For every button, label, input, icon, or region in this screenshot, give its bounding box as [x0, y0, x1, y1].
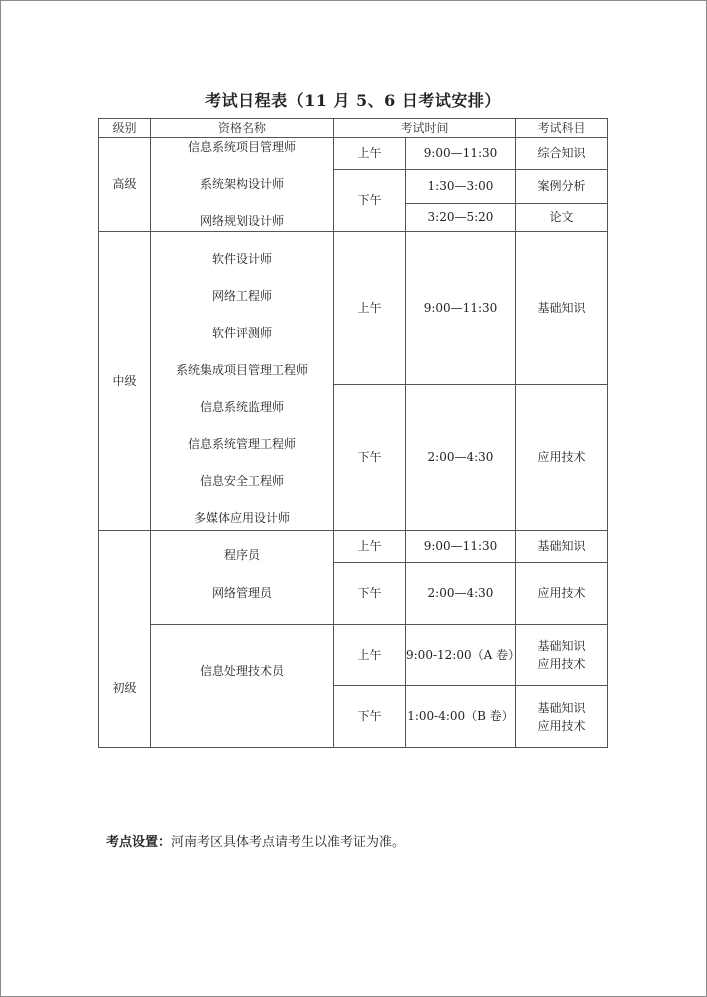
- header-time: 考试时间: [334, 119, 516, 138]
- header-subject: 考试科目: [516, 119, 608, 138]
- subject-line: 基础知识: [537, 639, 586, 653]
- junior-group2-names-cell: [151, 625, 334, 748]
- subject-cell: [516, 686, 608, 748]
- period-cell: 下午: [334, 563, 406, 625]
- level-intermediate-label: 中级: [112, 373, 137, 388]
- subject-line: 基础知识: [537, 700, 586, 715]
- subject-cell: 论文: [516, 204, 608, 232]
- level-junior-label: 初级: [112, 680, 137, 695]
- qualification-name: 软件评测师: [211, 326, 272, 340]
- subject-cell: 综合知识: [516, 138, 608, 170]
- subject-cell: 基础知识: [516, 531, 608, 563]
- time-cell: 9:00—11:30: [406, 232, 516, 385]
- subject-cell: 应用技术: [516, 385, 608, 531]
- time-cell: 9:00-12:00（A 卷）: [406, 625, 516, 686]
- table-row: [99, 232, 608, 385]
- period-cell: 上午: [334, 625, 406, 686]
- qualification-name: 系统集成项目管理工程师: [175, 363, 308, 377]
- subject-cell: 基础知识: [516, 232, 608, 385]
- qualification-name: 信息系统项目管理师: [187, 140, 296, 154]
- level-advanced-label: 高级: [112, 177, 137, 192]
- qualification-name: 信息系统监理师: [199, 400, 284, 414]
- qualification-name: 多媒体应用设计师: [193, 511, 290, 525]
- level-junior: [99, 531, 151, 748]
- time-cell: 3:20—5:20: [406, 204, 516, 232]
- qualification-name: 信息系统管理工程师: [187, 437, 296, 451]
- qualification-name: 网络工程师: [211, 289, 272, 303]
- table-header-row: [99, 119, 608, 138]
- period-cell: 下午: [334, 385, 406, 531]
- time-cell: 1:30—3:00: [406, 170, 516, 204]
- subject-cell: 应用技术: [516, 563, 608, 625]
- table-row: [99, 531, 608, 563]
- time-cell: 9:00—11:30: [406, 138, 516, 170]
- period-cell: 下午: [334, 686, 406, 748]
- intermediate-names-cell: [151, 232, 334, 531]
- time-cell: 1:00-4:00（B 卷）: [406, 686, 516, 748]
- subject-cell: [516, 625, 608, 686]
- time-cell: 2:00—4:30: [406, 563, 516, 625]
- level-advanced: [99, 138, 151, 232]
- subject-cell: 案例分析: [516, 170, 608, 204]
- advanced-names-cell: [151, 138, 334, 232]
- qualification-name: 软件设计师: [211, 252, 272, 266]
- period-cell: 上午: [334, 531, 406, 563]
- qualification-name: 程序员: [223, 548, 260, 562]
- qualification-name: 网络管理员: [211, 586, 272, 600]
- period-cell: 下午: [334, 170, 406, 232]
- qualification-name: 信息处理技术员: [199, 664, 284, 678]
- note-label: 考点设置：: [106, 835, 172, 850]
- junior-group1-names-cell: [151, 531, 334, 625]
- level-intermediate: [99, 232, 151, 531]
- header-qualification: 资格名称: [151, 119, 334, 138]
- table-row: [99, 625, 608, 686]
- period-cell: 上午: [334, 232, 406, 385]
- subject-line: 应用技术: [537, 718, 586, 733]
- header-level: 级别: [99, 119, 151, 138]
- time-cell: 2:00—4:30: [406, 385, 516, 531]
- period-cell: 上午: [334, 138, 406, 170]
- qualification-name: 系统架构设计师: [199, 177, 284, 191]
- subject-line: 应用技术: [537, 657, 586, 671]
- qualification-name: 网络规划设计师: [199, 214, 284, 228]
- table-row: [99, 138, 608, 170]
- exam-schedule-table: [98, 118, 608, 748]
- time-cell: 9:00—11:30: [406, 531, 516, 563]
- page-title: 考试日程表（11 月 5、6 日考试安排）: [205, 91, 501, 110]
- qualification-name: 信息安全工程师: [199, 474, 284, 488]
- note-text: 河南考区具体考点请考生以准考证为准。: [171, 835, 406, 850]
- exam-location-note: [106, 831, 405, 850]
